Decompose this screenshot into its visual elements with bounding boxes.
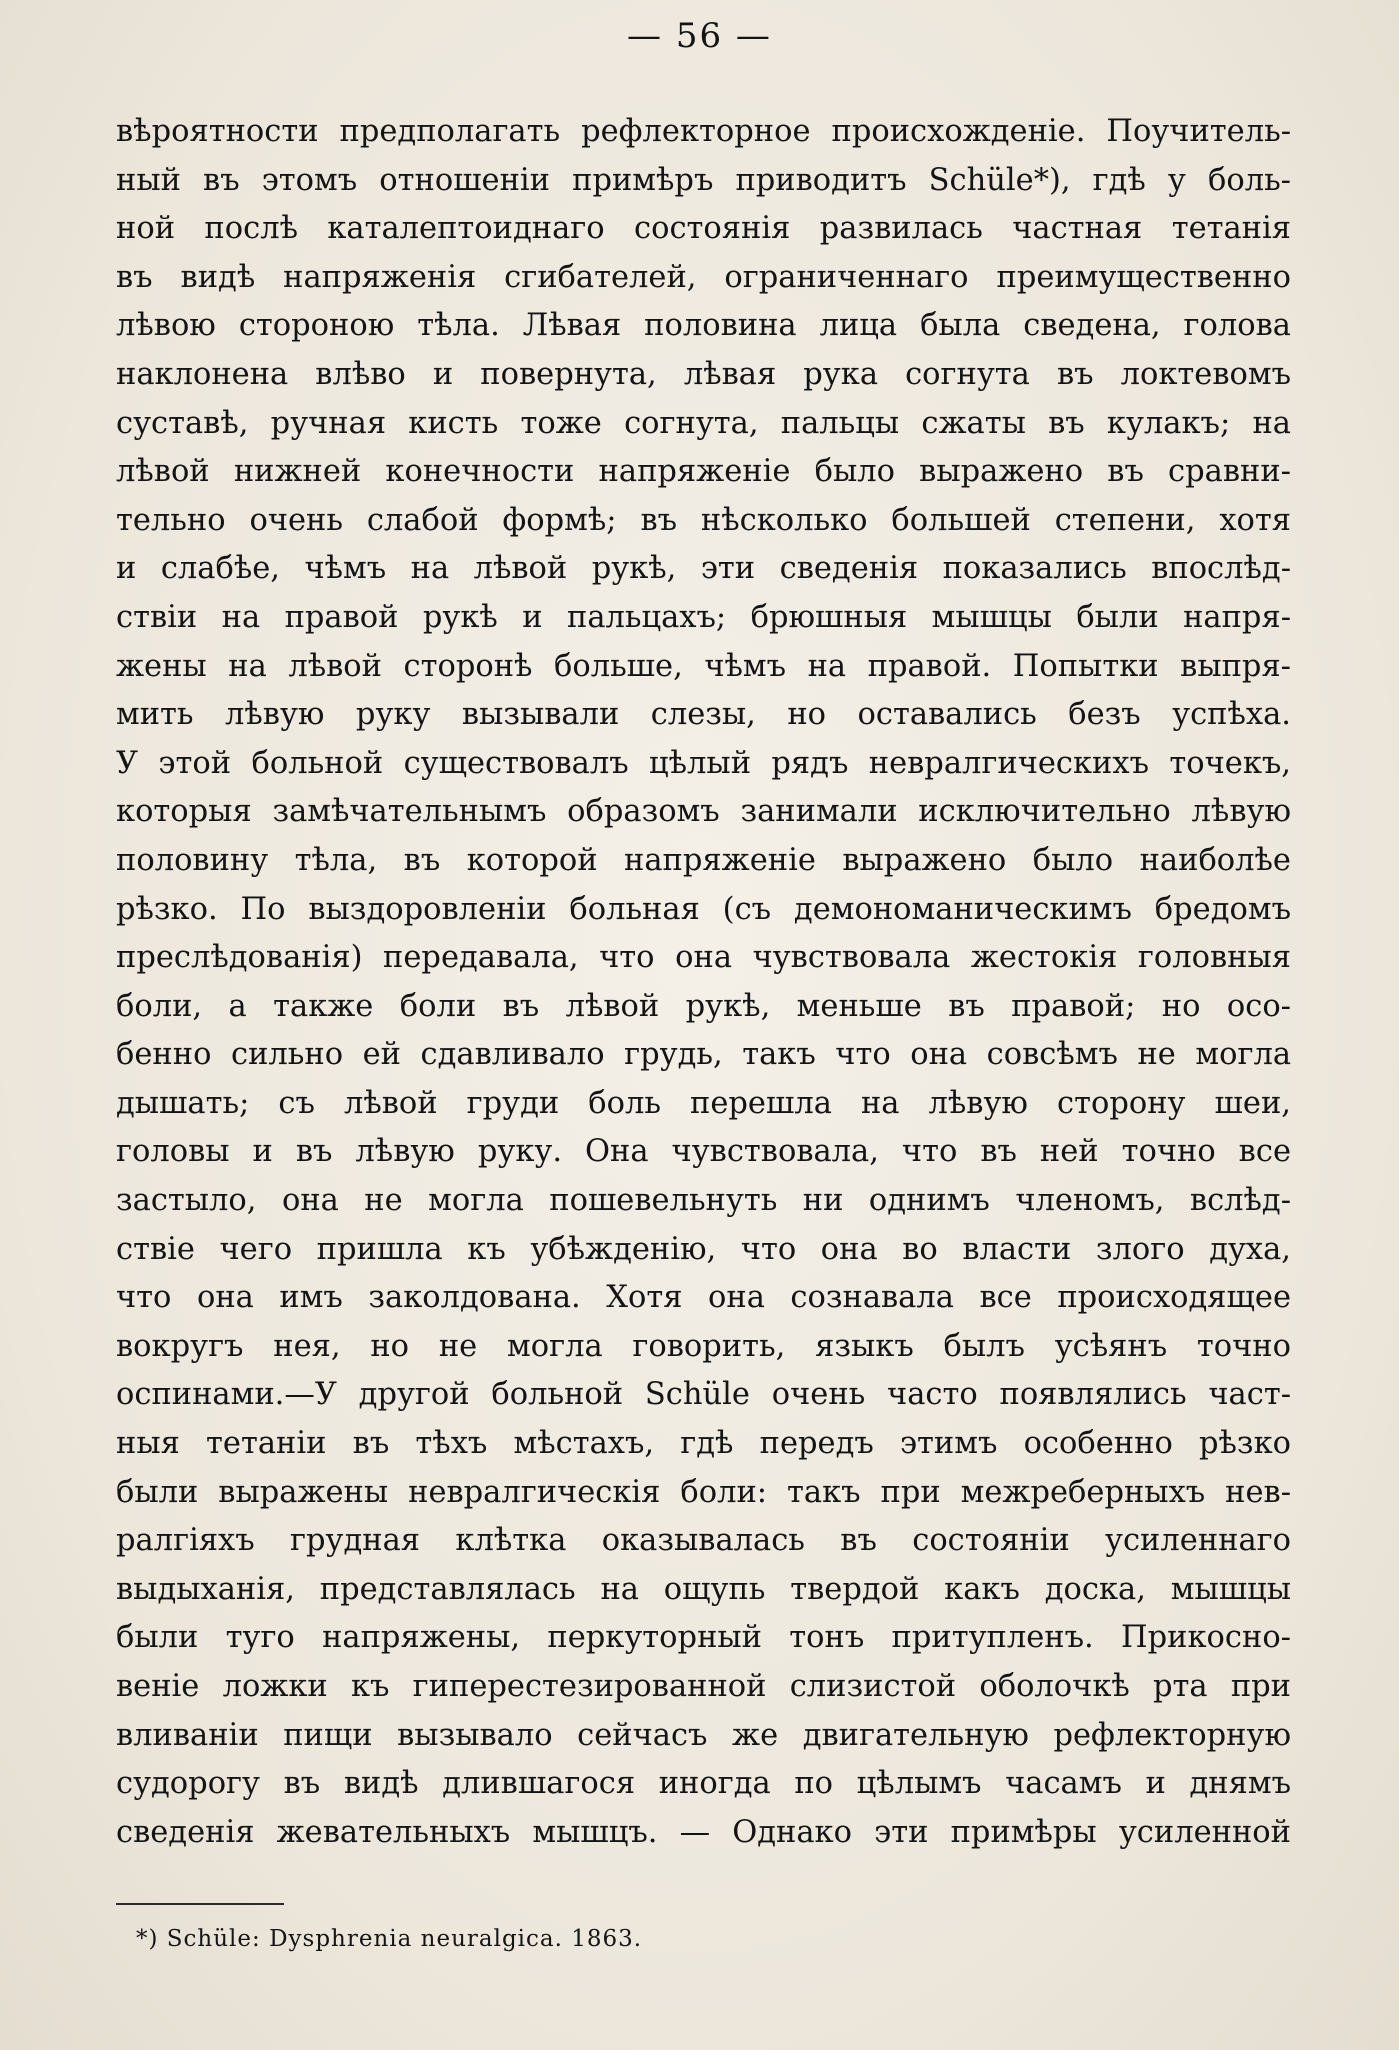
text-line: наклонена влѣво и повернута, лѣвая рука согнута въ локтевомъ: [116, 356, 1291, 392]
text-line: жены на лѣвой сторонѣ больше, чѣмъ на правой. Попытки выпря-: [116, 648, 1291, 684]
text-line: У этой больной существовалъ цѣлый рядъ невралгическихъ точекъ,: [116, 745, 1291, 781]
text-line: застыло, она не могла пошевельнуть ни однимъ членомъ, вслѣд-: [116, 1183, 1291, 1219]
page-number: — 56 —: [627, 16, 772, 56]
text-line: ствіе чего пришла къ убѣжденію, что она во власти злого духа,: [116, 1231, 1291, 1267]
text-line: выдыханія, представлялась на ощупь твердой какъ доска, мышцы: [116, 1571, 1291, 1607]
text-line: дышать; съ лѣвой груди боль перешла на лѣвую сторону шеи,: [116, 1085, 1291, 1121]
text-line: головы и въ лѣвую руку. Она чувствовала, что въ ней точно все: [116, 1134, 1291, 1170]
text-line: вливаніи пищи вызывало сейчасъ же двигательную рефлекторную: [116, 1717, 1291, 1753]
text-line: ствіи на правой рукѣ и пальцахъ; брюшныя мышцы были напря-: [116, 599, 1291, 635]
text-line: тельно очень слабой формѣ; въ нѣсколько большей степени, хотя: [116, 502, 1291, 538]
text-line: въ видѣ напряженія сгибателей, ограниченнаго преимущественно: [116, 259, 1291, 295]
footnote-divider: [116, 1903, 284, 1905]
text-line: ралгіяхъ грудная клѣтка оказывалась въ состояніи усиленнаго: [116, 1523, 1291, 1559]
text-line: сведенія жевательныхъ мышцъ. — Однако эти примѣры усиленной: [116, 1814, 1291, 1850]
body-text: [116, 108, 1291, 1857]
text-line: и слабѣе, чѣмъ на лѣвой рукѣ, эти сведенія показались впослѣд-: [116, 551, 1291, 587]
text-line: половину тѣла, въ которой напряженіе выражено было наиболѣе: [116, 842, 1291, 878]
text-line: веніе ложки къ гиперестезированной слизистой оболочкѣ рта при: [116, 1669, 1291, 1704]
text-line: боли, а также боли въ лѣвой рукѣ, меньше въ правой; но осо-: [116, 988, 1291, 1024]
text-line: лѣвой нижней конечности напряженіе было выражено въ сравни-: [116, 454, 1291, 490]
text-line: суставѣ, ручная кисть тоже согнута, пальцы сжаты въ кулакъ; на: [116, 405, 1291, 441]
text-line: рѣзко. По выздоровленіи больная (съ демономаническимъ бредомъ: [116, 891, 1291, 927]
text-line: оспинами.—У другой больной Schüle очень часто появлялись част-: [116, 1377, 1291, 1413]
text-line: преслѣдованія) передавала, что она чувствовала жестокія головныя: [116, 940, 1291, 976]
text-line: мить лѣвую руку вызывали слезы, но оставались безъ успѣха.: [116, 697, 1291, 733]
text-line: вѣроятности предполагать рефлекторное происхожденіе. Поучитель-: [116, 114, 1291, 149]
text-line: вокругъ нея, но не могла говорить, языкъ былъ усѣянъ точно: [116, 1328, 1291, 1364]
text-line: ный въ этомъ отношеніи примѣръ приводитъ Schüle*), гдѣ у боль-: [116, 162, 1291, 198]
text-line: лѣвою стороною тѣла. Лѣвая половина лица была сведена, голова: [116, 308, 1291, 344]
text-line: судорогу въ видѣ длившагося иногда по цѣлымъ часамъ и днямъ: [116, 1766, 1291, 1802]
text-line: ныя тетаніи въ тѣхъ мѣстахъ, гдѣ передъ этимъ особенно рѣзко: [116, 1426, 1291, 1462]
text-line: были туго напряжены, перкуторный тонъ притупленъ. Прикосно-: [116, 1620, 1291, 1656]
text-line: ной послѣ каталептоиднаго состоянія развилась частная тетанія: [116, 211, 1291, 247]
footnote: *) Schüle: Dysphrenia neuralgica. 1863.: [136, 1926, 643, 1952]
text-line: бенно сильно ей сдавливало грудь, такъ что она совсѣмъ не могла: [116, 1037, 1291, 1073]
text-line: которыя замѣчательнымъ образомъ занимали исключительно лѣвую: [116, 794, 1291, 830]
text-line: были выражены невралгическія боли: такъ при межреберныхъ нев-: [116, 1474, 1291, 1510]
text-line: что она имъ заколдована. Хотя она сознавала все происходящее: [116, 1280, 1291, 1316]
